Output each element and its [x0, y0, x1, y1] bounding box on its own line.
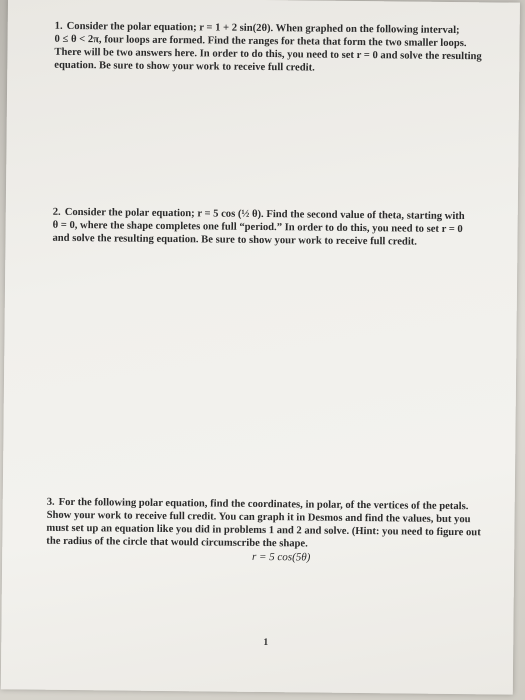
page-number: 1	[263, 637, 269, 649]
problem-1-line-4: equation. Be sure to show your work to receive full credit.	[54, 59, 315, 74]
problem-2-number: 2.	[52, 206, 61, 218]
problem-3	[46, 496, 517, 567]
problem-2-line-3: and solve the resulting equation. Be sure to show your work to receive full credit.	[52, 232, 418, 248]
problem-1-line-3: There will be two answers here. In order to do this, you need to set r = 0 and solve the resulting	[54, 46, 482, 63]
problem-3-number: 3.	[46, 496, 55, 508]
problem-3-line-2: Show your work to receive full credit. You can graph it in Desmos and find the values, but you	[46, 509, 471, 526]
problem-3-equation: r = 5 cos(5θ)	[251, 550, 311, 564]
problem-3-text: For the following polar equation, find the coordinates, in polar, of the vertices of the petals.	[58, 496, 469, 513]
problem-2	[52, 206, 522, 250]
problem-1	[54, 20, 525, 77]
problem-3-line-3: must set up an equation like you did in problems 1 and 2 and solve. (Hint: you need to figure out	[46, 522, 481, 539]
problem-1-number: 1.	[54, 20, 63, 32]
paper-sheet	[1, 0, 520, 695]
problem-2-line-2: θ = 0, where the shape completes one full “period.” In order to do this, you need to set r = 0	[52, 219, 463, 236]
problem-1-line-2: 0 ≤ θ < 2π, four loops are formed. Find the ranges for theta that form the two smaller loops.	[54, 33, 467, 50]
problem-1-text: Consider the polar equation; r = 1 + 2 sin(2θ). When graphed on the following interval;	[66, 20, 460, 37]
problem-2-text: Consider the polar equation; r = 5 cos (½ θ). Find the second value of theta, starting with	[64, 206, 465, 223]
problem-3-line-4: the radius of the circle that would circumscribe the shape.	[46, 535, 308, 550]
